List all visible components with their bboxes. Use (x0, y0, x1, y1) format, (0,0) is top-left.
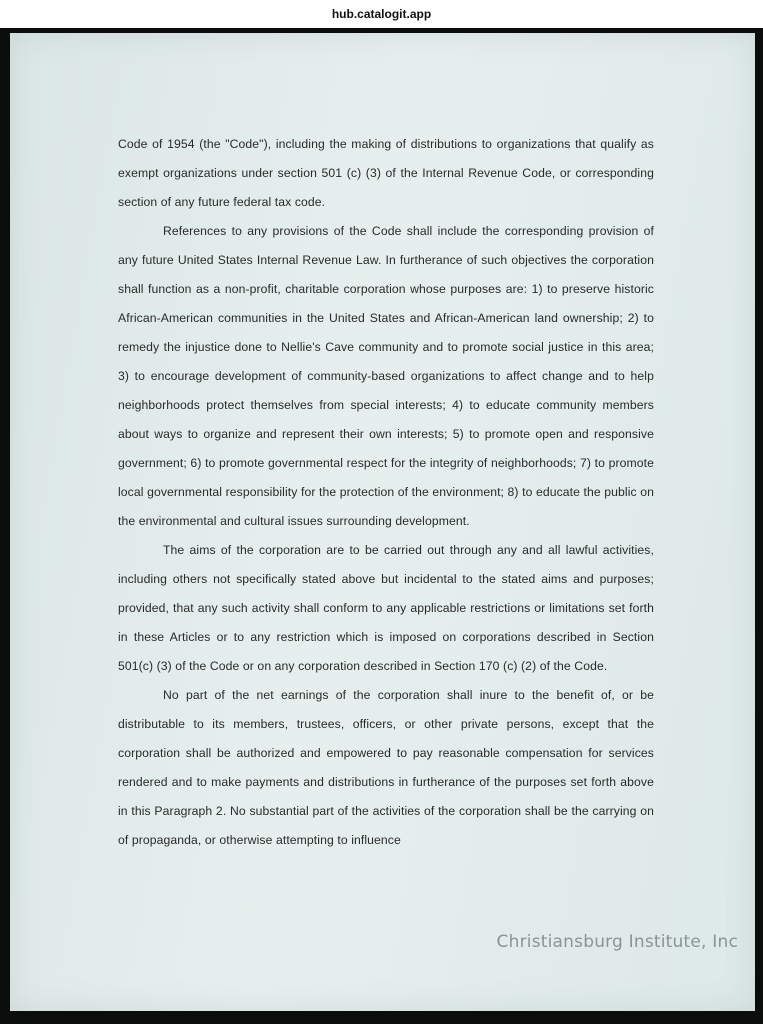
paragraph-2: References to any provisions of the Code shall include the corresponding provision of any future United States Internal Revenue Law. In furtherance of such objectives the corporation shall function as a non-profit, charitable corporation whose purposes are: 1) to preserve historic African-American communities in the United States and African-American land ownership; 2) to remedy the injustice done to Nellie's Cave community and to promote social justice in this area; 3) to encourage development of community-based organizations to affect change and to help neighborhoods protect themselves from special interests; 4) to educate community members about ways to organize and represent their own interests; 5) to promote open and responsive government; 6) to promote governmental respect for the integrity of neighborhoods; 7) to promote local governmental responsibility for the protection of the environment; 8) to educate the public on the environmental and cultural issues surrounding development. (118, 224, 654, 528)
paragraph-4: No part of the net earnings of the corporation shall inure to the benefit of, or be distributable to its members, trustees, officers, or other private persons, except that the corporation shall be authorized and empowered to pay reasonable compensation for services rendered and to make payments and distributions in furtherance of the purposes set forth above in this Paragraph 2. No substantial part of the activities of the corporation shall be the carrying on of propaganda, or otherwise attempting to influence (118, 688, 654, 847)
paragraph-3: The aims of the corporation are to be carried out through any and all lawful activities, including others not specifically stated above but incidental to the stated aims and purposes; provided, that any such activity shall conform to any applicable restrictions or limitations set forth in these Articles or to any restriction which is imposed on corporations described in Section 501(c) (3) of the Code or on any corporation described in Section 170 (c) (2) of the Code. (118, 543, 654, 673)
document-page (10, 33, 755, 1011)
document-body (118, 130, 654, 855)
browser-address-bar[interactable] (0, 0, 763, 28)
url-text: hub.catalogit.app (331, 7, 432, 21)
watermark-text: Christiansburg Institute, Inc (496, 932, 738, 952)
paragraph-1: Code of 1954 (the "Code"), including the making of distributions to organizations that qualify as exempt organizations under section 501 (c) (3) of the Internal Revenue Code, or corresponding section of any future federal tax code. (118, 137, 654, 209)
